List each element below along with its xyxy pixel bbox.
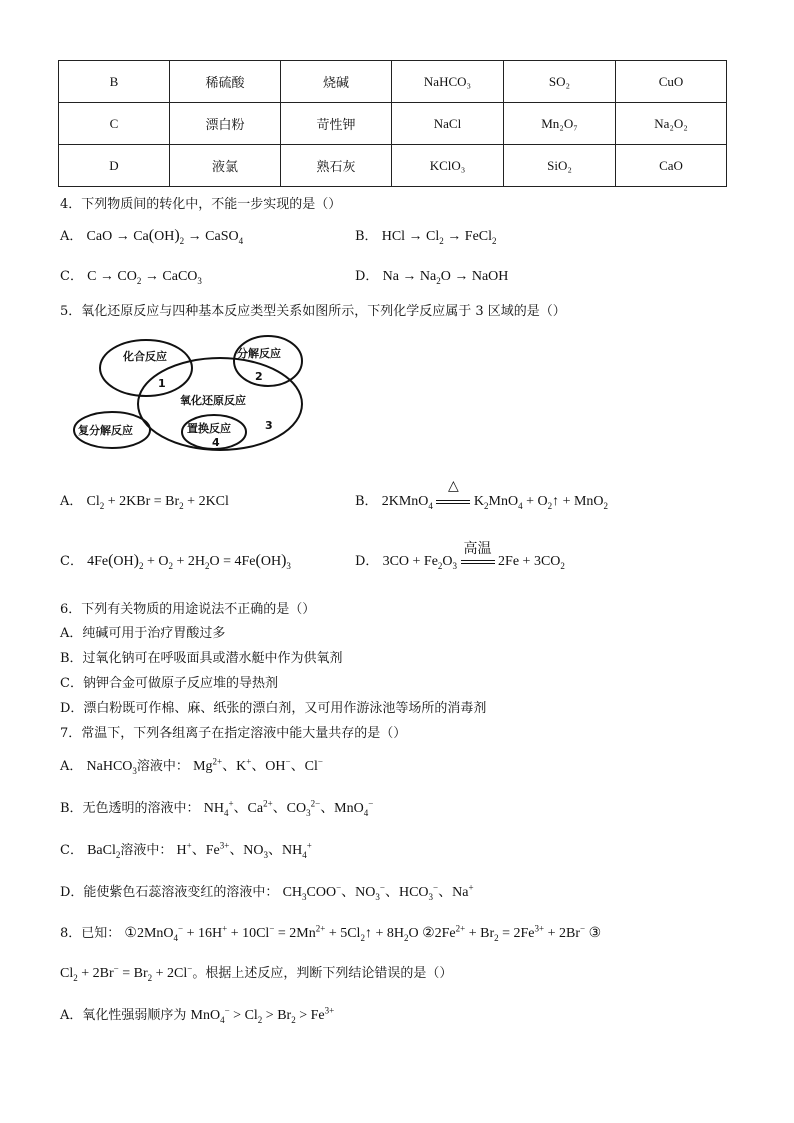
- table-cell: C: [59, 103, 170, 145]
- table-cell: B: [59, 61, 170, 103]
- q8-line2-text: 。根据上述反应，判断下列结论错误的是（）: [192, 966, 453, 981]
- q8-prefix: 8．已知：: [60, 926, 121, 941]
- table-row: [59, 145, 727, 187]
- table-cell: 液氯: [170, 145, 281, 187]
- q8-option-a: A．氧化性强弱顺序为 $MnO_4^- > Cl_2 > Br_2 > Fe^{3+}$: [60, 1005, 335, 1025]
- table-cell: KClO₃: [392, 145, 504, 187]
- q5-stem: 5．氧化还原反应与四种基本反应类型关系如图所示，下列化学反应属于 3 区域的是（）: [60, 304, 566, 319]
- option-label: A．氧化性强弱顺序为: [60, 1008, 187, 1023]
- reaction-type-diagram: [72, 332, 312, 457]
- q6-option-d: D．漂白粉既可作棉、麻、纸张的漂白剂，又可用作游泳池等场所的消毒剂: [60, 701, 487, 716]
- option-text: 溶液中：: [120, 843, 173, 858]
- table-cell: Mn₂O₇: [504, 103, 616, 145]
- table-cell: 烧碱: [281, 61, 392, 103]
- q4-option-a: A． CaO → $Ca(OH)_2$ → CaSO$_4$: [60, 227, 244, 246]
- option-label: D．能使紫色石蕊溶液变红的溶液中：: [60, 885, 279, 900]
- q7-option-a: A． NaHCO$_3$溶液中： $Mg^{2+}$、K+、OH−、Cl−: [60, 756, 323, 776]
- option-label: A．: [60, 229, 83, 244]
- q6-option-a: A．纯碱可用于治疗胃酸过多: [60, 626, 226, 641]
- high-temp-condition: 高温: [463, 542, 492, 557]
- q7-stem: 7．常温下，下列各组离子在指定溶液中能大量共存的是（）: [60, 726, 407, 741]
- q6-option-c: C．钠钾合金可做原子反应堆的导热剂: [60, 676, 278, 691]
- table-row: [59, 61, 727, 103]
- q5-option-d: D． $3CO + Fe_2O_3$ 高温 $2Fe + 3CO_2$: [355, 550, 565, 571]
- option-label: C．: [60, 269, 83, 284]
- region-4: 4: [212, 436, 220, 449]
- q4-option-d: D． $Na \to Na_2O$ → NaOH: [355, 269, 509, 286]
- option-label: C．: [60, 554, 83, 569]
- region-1: 1: [158, 377, 166, 390]
- q5-option-b: B． 2KMnO$_4$ △ $K_2MnO_4$ + $O_2↑ + MnO_2$: [355, 479, 609, 511]
- reagent-table: [58, 60, 727, 187]
- table-cell: Na₂O₂: [616, 103, 727, 145]
- region-2: 2: [255, 370, 263, 383]
- combination-ellipse: [100, 340, 192, 396]
- table-cell: CuO: [616, 61, 727, 103]
- option-label: D．: [355, 269, 379, 284]
- option-label: B．无色透明的溶液中：: [60, 801, 200, 816]
- q4-stem: 4．下列物质间的转化中，不能一步实现的是（）: [60, 197, 342, 212]
- q4-option-c: C． $C \to CO_2$ → CaCO$_3$: [60, 269, 202, 286]
- option-label: A．: [60, 759, 83, 774]
- decomposition-label: 分解反应: [237, 347, 281, 360]
- combination-label: 化合反应: [123, 350, 167, 363]
- double-label: 复分解反应: [78, 424, 133, 437]
- table-cell: 漂白粉: [170, 103, 281, 145]
- q7-option-d: D．能使紫色石蕊溶液变红的溶液中： $CH_3COO^-$、$NO_3^-$、$HCO_3^-$、Na+: [60, 882, 474, 902]
- q6-stem: 6．下列有关物质的用途说法不正确的是（）: [60, 602, 316, 617]
- region-3: 3: [265, 419, 273, 432]
- option-text: 溶液中：: [136, 759, 189, 774]
- table-cell: 稀硫酸: [170, 61, 281, 103]
- q7-option-b: B．无色透明的溶液中： $NH_4^+$、$Ca^{2+}$、$CO_3^{2-}$、MnO$_4$−: [60, 798, 374, 818]
- table-cell: CaO: [616, 145, 727, 187]
- option-label: A．: [60, 494, 83, 509]
- replacement-label: 置换反应: [187, 422, 231, 435]
- q8-line2: $Cl_2 + 2Br^- = Br_2 + 2Cl^-$。根据上述反应，判断下列结论错误的是（）: [60, 963, 453, 983]
- option-label: B．: [355, 494, 378, 509]
- table-cell: 苛性钾: [281, 103, 392, 145]
- option-label: C．: [60, 843, 83, 858]
- q5-option-c: C． $4Fe(OH)_2 + O_2 + 2H_2O = 4Fe(OH)_3$: [60, 552, 291, 571]
- option-label: B．: [355, 229, 378, 244]
- option-label: D．: [355, 554, 379, 569]
- table-cell: SO₂: [504, 61, 616, 103]
- table-cell: NaHCO₃: [392, 61, 504, 103]
- q7-option-c: C． BaCl$_2$溶液中： H+、$Fe^{3+}$、$NO_3$、$NH_4^+$: [60, 840, 312, 860]
- heat-condition: △: [447, 479, 459, 494]
- decomposition-ellipse: [234, 336, 302, 386]
- table-cell: D: [59, 145, 170, 187]
- q8-stem: 8．已知： ①2MnO$_4$− + $16H^+ + 10Cl^- = 2Mn^{2+}$ + $5Cl_2↑ + 8H_2O$ $②2Fe^{2+} + Br_2 = 2Fe^{3+} + 2Br^-$ ③: [60, 923, 602, 943]
- q4-option-b: B． HCl → $Cl_2$ → FeCl$_2$: [355, 229, 497, 246]
- table-cell: NaCl: [392, 103, 504, 145]
- table-row: [59, 103, 727, 145]
- table-cell: SiO₂: [504, 145, 616, 187]
- redox-label: 氧化还原反应: [180, 394, 246, 407]
- table-cell: 熟石灰: [281, 145, 392, 187]
- q5-option-a: A． $Cl_2 + 2KBr = Br_2 + 2KCl$: [60, 494, 229, 511]
- q6-option-b: B．过氧化钠可在呼吸面具或潜水艇中作为供氧剂: [60, 651, 343, 666]
